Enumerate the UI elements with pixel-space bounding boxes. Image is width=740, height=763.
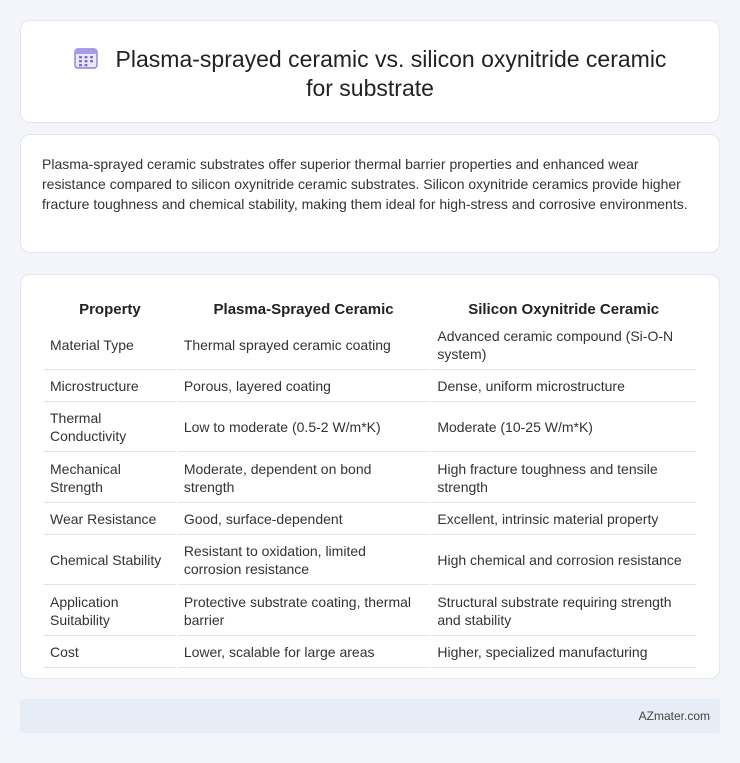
table-row: [44, 404, 696, 452]
plasma-cell: Porous, layered coating: [178, 372, 430, 402]
property-cell: Cost: [44, 638, 176, 668]
header-property: Property: [79, 300, 141, 318]
footer-site-link[interactable]: AZmater.com: [638, 709, 710, 723]
property-cell: Chemical Stability: [44, 537, 176, 585]
plasma-cell: Resistant to oxidation, limited corrosion resistance: [178, 537, 430, 585]
table-row: [44, 321, 696, 370]
table-row: [44, 537, 696, 585]
table-row: [44, 454, 696, 503]
plasma-cell: Protective substrate coating, thermal barrier: [178, 587, 430, 636]
oxynitride-cell: High fracture toughness and tensile strength: [431, 454, 696, 503]
plasma-cell: Low to moderate (0.5-2 W/m*K): [178, 404, 430, 452]
plasma-cell: Thermal sprayed ceramic coating: [178, 321, 430, 370]
table-row: [44, 372, 696, 402]
plasma-cell: Good, surface-dependent: [178, 505, 430, 535]
summary-text: Plasma-sprayed ceramic substrates offer superior thermal barrier properties and enhanced wear resistance compared to silicon oxynitride ceramic substrates. Silicon oxynitride ceramics provide higher fracture toughness and chemical stability, making them ideal for high-stress and corrosive environments.: [42, 156, 688, 212]
comparison-table: [42, 295, 698, 670]
oxynitride-cell: Advanced ceramic compound (Si-O-N system): [431, 321, 696, 370]
property-cell: Mechanical Strength: [44, 454, 176, 503]
plasma-cell: Lower, scalable for large areas: [178, 638, 430, 668]
oxynitride-cell: Dense, uniform microstructure: [431, 372, 696, 402]
oxynitride-cell: High chemical and corrosion resistance: [431, 537, 696, 585]
oxynitride-cell: Higher, specialized manufacturing: [431, 638, 696, 668]
property-cell: Microstructure: [44, 372, 176, 402]
oxynitride-cell: Excellent, intrinsic material property: [431, 505, 696, 535]
title-card: [20, 20, 720, 123]
table-row: [44, 505, 696, 535]
plasma-cell: Moderate, dependent on bond strength: [178, 454, 430, 503]
property-cell: Application Suitability: [44, 587, 176, 636]
table-row: [44, 638, 696, 668]
page-title-text: Plasma-sprayed ceramic vs. silicon oxynitride ceramic for substrate: [115, 46, 667, 101]
calendar-grid-icon: [74, 47, 98, 69]
property-cell: Thermal Conductivity: [44, 404, 176, 452]
footer-bar: [20, 699, 720, 733]
page-title: [61, 45, 679, 103]
header-plasma-sprayed: Plasma-Sprayed Ceramic: [213, 300, 394, 318]
comparison-card: [20, 274, 720, 679]
property-cell: Material Type: [44, 321, 176, 370]
oxynitride-cell: Structural substrate requiring strength and stability: [431, 587, 696, 636]
table-row: [44, 587, 696, 636]
header-silicon-oxynitride: Silicon Oxynitride Ceramic: [468, 300, 660, 318]
property-cell: Wear Resistance: [44, 505, 176, 535]
table-header-row: [44, 297, 696, 319]
oxynitride-cell: Moderate (10-25 W/m*K): [431, 404, 696, 452]
summary-card: [20, 134, 720, 253]
